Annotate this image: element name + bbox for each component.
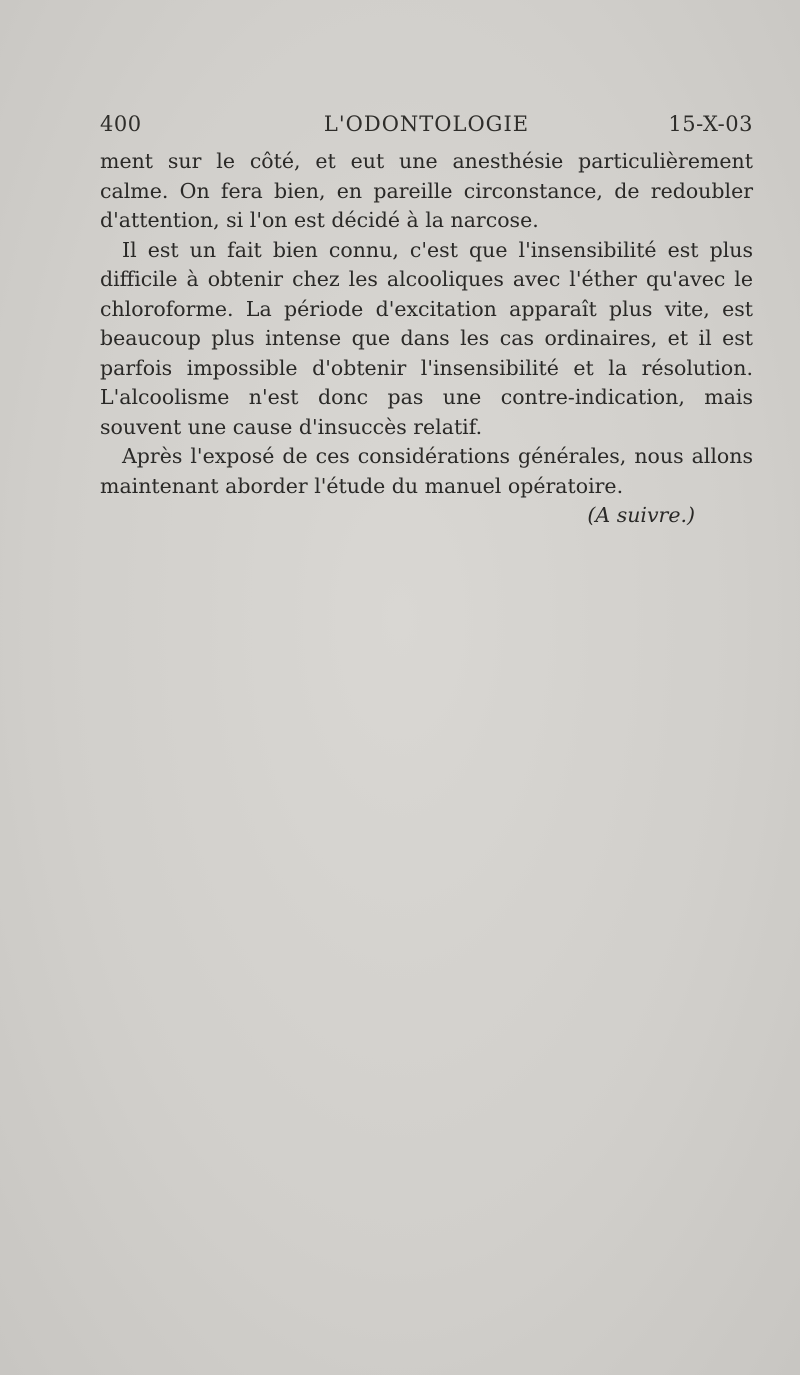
paragraph-continuation: ment sur le côté, et eut une anesthésie particulièrement calme. On fera bien, en pareille circonstance, de redoubler d'attention, si l'on est décidé à la narcose. xyxy=(100,149,753,232)
paragraph-conclusion: Après l'exposé de ces considérations générales, nous allons maintenant aborder l'étude du manuel opératoire. xyxy=(100,444,753,498)
journal-title: L'ODONTOLOGIE xyxy=(323,112,530,136)
to-be-continued: (A suivre.) xyxy=(587,503,695,527)
body-text xyxy=(100,147,753,531)
paragraph-alcoholics: Il est un fait bien connu, c'est que l'insensibilité est plus difficile à obtenir chez les alcooliques avec l'éther qu'avec le chloroforme. La période d'excitation apparaît plus vite, est beaucoup plus intense que dans les cas ordinaires, et il est parfois impossible d'obtenir l'insensibilité et la résolution. L'alcoolisme n'est donc pas une contre-indication, mais souvent une cause d'insuccès relatif. xyxy=(100,237,753,439)
issue-date: 15-X-03 xyxy=(668,112,753,136)
page-number: 400 xyxy=(100,112,142,136)
running-header xyxy=(100,112,753,142)
